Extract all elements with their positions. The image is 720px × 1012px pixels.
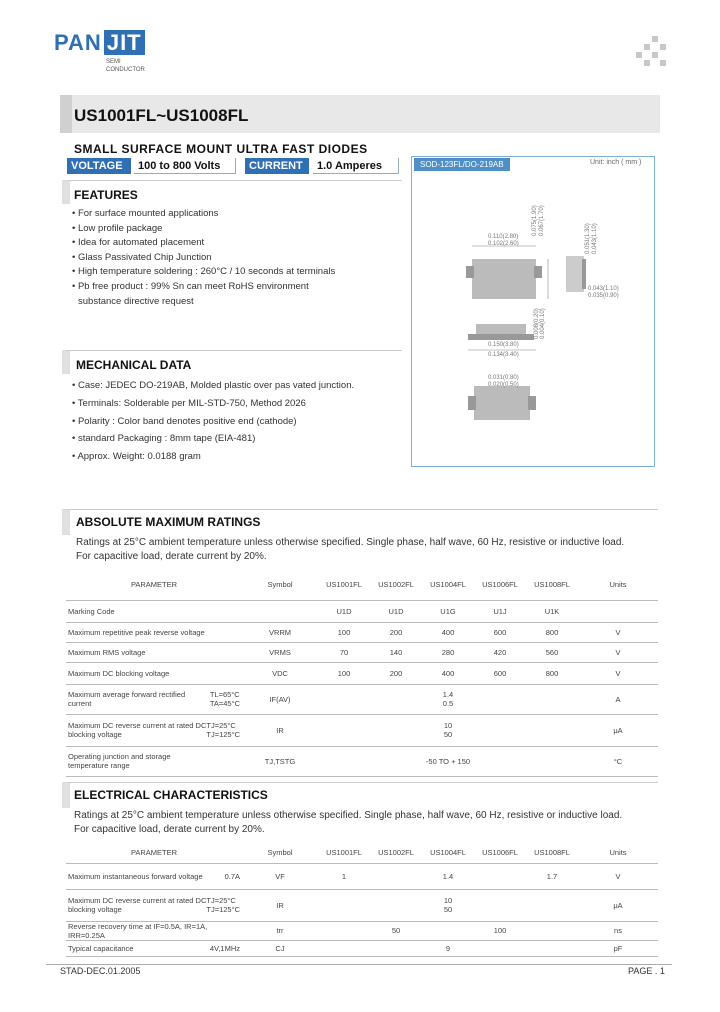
electrical-note: Ratings at 25°C ambient temperature unless otherwise specified. Single phase, half wave, 60 Hz, resistive or inductive load. For capacitive load, derate current by 20%. — [74, 810, 623, 835]
footer-code: STAD-DEC.01.2005 — [60, 966, 141, 976]
mechanical-title: MECHANICAL DATA — [76, 358, 192, 372]
ratings-title: ABSOLUTE MAXIMUM RATINGS — [76, 515, 261, 529]
table-row — [66, 600, 658, 622]
value-cell: 600 — [474, 622, 526, 642]
value-cell: U1D — [318, 600, 370, 622]
list-item: • High temperature soldering : 260°C / 10 seconds at terminals — [72, 266, 336, 278]
symbol-cell: IR — [242, 889, 318, 921]
column-header: Units — [578, 570, 658, 600]
value-cell: U1J — [474, 600, 526, 622]
param-cell: Maximum average forward rectified current TL=65°C TA=45°C — [66, 684, 242, 714]
value-cell — [318, 921, 370, 940]
unit-cell: V — [578, 642, 658, 662]
features-list — [72, 207, 402, 309]
param-cell: Reverse recovery time at IF=0.5A, IR=1A, IRR=0.25A — [66, 921, 242, 940]
column-header: US1004FL — [422, 570, 474, 600]
table-header-row — [66, 570, 658, 600]
value-cell: U1D — [370, 600, 422, 622]
dim-lead-max: 0.008(0.20) — [534, 308, 540, 339]
value-cell — [422, 921, 474, 940]
list-item: • For surface mounted applications — [72, 208, 219, 219]
value-cell: 800 — [526, 622, 578, 642]
value-cell: 10 50 — [318, 889, 578, 921]
dim-length-max: 0.110(2.80) — [488, 234, 519, 240]
table-row — [66, 940, 658, 956]
table-header-row — [66, 843, 658, 863]
list-item: • Case: JEDEC DO-219AB, Molded plastic over pas vated junction. — [72, 380, 355, 391]
param-cell: Marking Code — [66, 600, 242, 622]
mechanical-list — [72, 377, 402, 466]
value-cell: 420 — [474, 642, 526, 662]
dim-height-min: 0.043(1.10) — [592, 223, 598, 254]
table-row — [66, 684, 658, 714]
symbol-cell: IR — [242, 714, 318, 746]
dim-width-max: 0.075(1.90) — [532, 205, 538, 236]
table-row — [66, 714, 658, 746]
unit-cell: ns — [578, 921, 658, 940]
value-cell — [526, 921, 578, 940]
page-title: US1001FL~US1008FL — [74, 106, 249, 125]
dim-body-max: 0.043(1.10) — [588, 286, 619, 292]
value-cell: 1 — [318, 863, 370, 889]
brand-logo: PAN JIT — [54, 30, 145, 56]
param-cell: Maximum RMS voltage — [66, 642, 242, 662]
list-item: • Low profile package — [72, 222, 163, 234]
value-cell: U1K — [526, 600, 578, 622]
value-cell: 10 50 — [318, 714, 578, 746]
column-header: Symbol — [242, 843, 318, 863]
column-header: US1002FL — [370, 843, 422, 863]
current-value: 1.0 Amperes — [313, 158, 399, 174]
symbol-cell — [242, 600, 318, 622]
package-name: SOD-123FL/DO-219AB — [414, 158, 510, 171]
symbol-cell: VF — [242, 863, 318, 889]
value-cell: -50 TO + 150 — [318, 746, 578, 776]
dim-length-min: 0.102(2.60) — [488, 241, 519, 247]
value-cell: 100 — [318, 662, 370, 684]
dim-pad-min: 0.020(0.50) — [488, 382, 519, 388]
dim-body-min: 0.035(0.90) — [588, 293, 619, 299]
footer-rule — [46, 964, 672, 965]
symbol-cell: TJ,TSTG — [242, 746, 318, 776]
unit-cell: V — [578, 863, 658, 889]
value-cell: U1G — [422, 600, 474, 622]
param-cell: Maximum DC reverse current at rated DC blocking voltage TJ=25°C TJ=125°C — [66, 889, 242, 921]
unit-cell: μA — [578, 714, 658, 746]
voltage-label: VOLTAGE — [67, 158, 131, 174]
list-item: • standard Packaging : 8mm tape (EIA-481) — [72, 433, 256, 445]
value-cell: 200 — [370, 622, 422, 642]
ratings-note: Ratings at 25°C ambient temperature unless otherwise specified. Single phase, half wave, 60 Hz, resistive or inductive load. For capacitive load, derate current by 20%. — [76, 537, 625, 562]
column-header: Units — [578, 843, 658, 863]
param-cell: Maximum repetitive peak reverse voltage — [66, 622, 242, 642]
symbol-cell: trr — [242, 921, 318, 940]
value-cell — [474, 863, 526, 889]
table-row — [66, 889, 658, 921]
column-header: US1006FL — [474, 570, 526, 600]
value-cell: 800 — [526, 662, 578, 684]
dim-height-max: 0.051(1.30) — [585, 223, 591, 254]
symbol-cell: IF(AV) — [242, 684, 318, 714]
value-cell: 100 — [318, 622, 370, 642]
table-row — [66, 746, 658, 776]
features-title: FEATURES — [74, 188, 138, 202]
symbol-cell: CJ — [242, 940, 318, 956]
param-cell: Operating junction and storage temperature range — [66, 746, 242, 776]
value-cell — [370, 863, 422, 889]
value-cell: 100 — [474, 921, 526, 940]
unit-cell: pF — [578, 940, 658, 956]
column-header: US1006FL — [474, 843, 526, 863]
value-cell: 9 — [318, 940, 578, 956]
list-item: • Approx. Weight: 0.0188 gram — [72, 451, 201, 463]
list-item: • Pb free product : 99% Sn can meet RoHS environment — [72, 280, 309, 292]
dim-lead-min: 0.004(0.10) — [540, 308, 546, 339]
page-number: PAGE . 1 — [628, 966, 665, 976]
value-cell: 70 — [318, 642, 370, 662]
param-cell: Maximum instantaneous forward voltage 0.7A — [66, 863, 242, 889]
table-row — [66, 642, 658, 662]
value-cell: 200 — [370, 662, 422, 684]
table-row — [66, 921, 658, 940]
value-cell: 600 — [474, 662, 526, 684]
param-cell: Maximum DC blocking voltage — [66, 662, 242, 684]
column-header: US1008FL — [526, 570, 578, 600]
logo-subtext: SEMI CONDUCTOR — [106, 59, 145, 73]
subtitle: SMALL SURFACE MOUNT ULTRA FAST DIODES — [74, 142, 368, 156]
list-item: • Polarity : Color band denotes positive end (cathode) — [72, 415, 297, 427]
param-cell: Typical capacitance 4V,1MHz — [66, 940, 242, 956]
table-row — [66, 662, 658, 684]
value-cell: 1.7 — [526, 863, 578, 889]
dim-width-min: 0.067(1.70) — [539, 205, 545, 236]
column-header: PARAMETER — [66, 843, 242, 863]
table-row — [66, 863, 658, 889]
voltage-value: 100 to 800 Volts — [134, 158, 236, 174]
package-drawing — [412, 174, 654, 466]
current-label: CURRENT — [245, 158, 309, 174]
list-item: • Idea for automated placement — [72, 237, 205, 249]
decorative-squares — [632, 36, 666, 70]
symbol-cell: VDC — [242, 662, 318, 684]
table-row — [66, 622, 658, 642]
unit-cell: μA — [578, 889, 658, 921]
column-header: US1008FL — [526, 843, 578, 863]
dim-pad-max: 0.031(0.80) — [488, 375, 519, 381]
value-cell: 140 — [370, 642, 422, 662]
dim-overall-min: 0.134(3.40) — [488, 352, 519, 358]
value-cell: 280 — [422, 642, 474, 662]
unit-cell: A — [578, 684, 658, 714]
param-cell: Maximum DC reverse current at rated DC blocking voltage TJ=25°C TJ=125°C — [66, 714, 242, 746]
list-item: • Terminals: Solderable per MIL-STD-750, Method 2026 — [72, 397, 306, 409]
electrical-table — [66, 843, 658, 957]
value-cell: 1.4 0.5 — [318, 684, 578, 714]
list-item: • Glass Passivated Chip Junction — [72, 251, 212, 263]
value-cell: 1.4 — [422, 863, 474, 889]
unit-cell: °C — [578, 746, 658, 776]
unit-cell: V — [578, 662, 658, 684]
unit-cell: V — [578, 622, 658, 642]
symbol-cell: VRRM — [242, 622, 318, 642]
column-header: US1002FL — [370, 570, 422, 600]
value-cell: 400 — [422, 622, 474, 642]
dim-overall-max: 0.150(3.80) — [488, 342, 519, 348]
symbol-cell: VRMS — [242, 642, 318, 662]
electrical-title: ELECTRICAL CHARACTERISTICS — [74, 788, 268, 802]
value-cell: 50 — [370, 921, 422, 940]
value-cell: 400 — [422, 662, 474, 684]
column-header: US1004FL — [422, 843, 474, 863]
column-header: Symbol — [242, 570, 318, 600]
column-header: US1001FL — [318, 843, 370, 863]
column-header: PARAMETER — [66, 570, 242, 600]
unit-note: Unit: inch ( mm ) — [590, 159, 642, 166]
column-header: US1001FL — [318, 570, 370, 600]
list-item: substance directive request — [78, 295, 194, 307]
ratings-table — [66, 570, 658, 777]
unit-cell — [578, 600, 658, 622]
value-cell: 560 — [526, 642, 578, 662]
